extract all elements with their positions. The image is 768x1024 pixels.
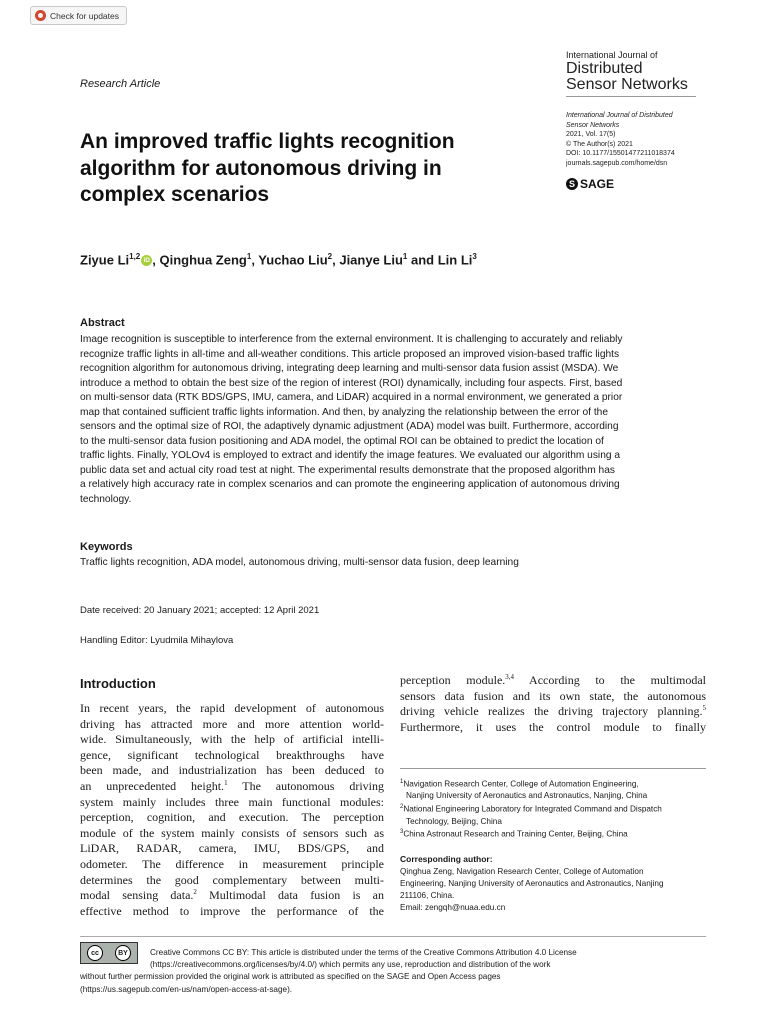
license-line: Creative Commons CC BY: This article is distributed under the terms of the Creative Commons Attribution 4.0 License [150, 948, 577, 957]
journal-name-line1: Distributed [566, 60, 643, 77]
journal-url[interactable]: journals.sagepub.com/home/dsn [566, 159, 668, 167]
article-type: Research Article [80, 78, 161, 90]
journal-intl-label: International Journal of [566, 50, 658, 60]
affil-text: Technology, Beijing, China [406, 816, 502, 826]
license-line: without further permission provided the original work is attributed as specified on the SAGE and Open Access pages [80, 972, 501, 982]
keywords-text: Traffic lights recognition, ADA model, autonomous driving, multi-sensor data fusion, deep learning [80, 557, 519, 568]
author-list [80, 252, 477, 267]
abstract-line: on multi-sensor data (RTK BDS/GPS, IMU, camera, and LiDAR) acquired in a normal environment, we generated a prior [80, 392, 623, 403]
body-line: effective method to improve the performance of the [80, 903, 384, 918]
corresponding-line: 211106, China. [400, 891, 455, 901]
article-doi[interactable]: DOI: 10.1177/15501477211018374 [566, 150, 675, 157]
body-line: Furthermore, it uses the control module to finally [400, 719, 706, 734]
license-line[interactable]: (https://us.sagepub.com/en-us/nam/open-access-at-sage). [80, 984, 293, 994]
abstract-line: to the multi-sensor data fusion positioning and ADA model, the optimal ROI can be obtained to predict the location of [80, 435, 604, 447]
check-for-updates-label: Check for updates [50, 10, 119, 21]
citation-ref[interactable]: 1 [224, 778, 228, 787]
article-dates: Date received: 20 January 2021; accepted: 12 April 2021 [80, 605, 320, 616]
affiliation [400, 802, 706, 815]
affiliation [400, 777, 706, 790]
abstract-line: map that contained sufficient traffic lights information. And then, by analyzing the relationship between the error of the [80, 406, 608, 418]
handling-editor: Handling Editor: Lyudmila Mihaylova [80, 635, 234, 646]
affil-text: Nanjing University of Aeronautics and Astronautics, Nanjing, China [406, 791, 648, 801]
author-affil-sup: 1,2 [129, 252, 141, 261]
body-text: The autonomous driving [227, 778, 384, 793]
author-name[interactable]: , Jianye Liu [332, 252, 403, 268]
license-text [80, 947, 706, 996]
affil-text: China Astronaut Research and Training Center, Beijing, China [403, 830, 628, 840]
body-line: system mainly includes three main functional modules: [80, 794, 384, 809]
body-line: In recent years, the rapid development of autonomous [80, 701, 384, 715]
introduction-heading: Introduction [80, 676, 156, 691]
article-title [80, 129, 550, 209]
sage-logo-text: SAGE [580, 177, 615, 191]
author-affil-sup: 2 [327, 252, 333, 261]
author-name[interactable]: and Lin Li [407, 252, 473, 268]
body-line [400, 704, 706, 720]
abstract-line: a relatively high accuracy rate in complex scenarios and can promote the engineering application of autonomous driving [80, 479, 620, 490]
sage-s-icon: S [566, 178, 578, 190]
corresponding-line: Engineering, Nanjing University of Aeronautics and Astronautics, Nanjing [400, 879, 664, 889]
journal-volume: 2021, Vol. 17(5) [566, 131, 616, 138]
body-line: determines the good complementary between multi- [80, 872, 384, 887]
author-affil-sup: 1 [246, 252, 252, 261]
intro-right-column [400, 673, 706, 735]
license-line: (https://creativecommons.org/licenses/by/4.0/) which permits any use, reproduction and distribution of the work [150, 960, 551, 970]
abstract-line: recognize traffic lights in all-time and all-weather conditions. This article proposed an improved vision-based traffic lights [80, 348, 620, 360]
author-affil-sup: 3 [472, 252, 477, 261]
corresponding-email[interactable]: Email: zengqh@nuaa.edu.cn [400, 903, 506, 913]
abstract-line: traffic lights. Finally, YOLOv4 is employed to extract and identify the image features. We evaluated our algorithm using a [80, 450, 621, 461]
citation-ref[interactable]: 3,4 [505, 673, 515, 681]
intro-left-column [80, 701, 384, 919]
abstract-line: technology. [80, 493, 132, 505]
body-line: odometer. The difference in measurement principle [80, 856, 384, 871]
body-text: an unprecedented height. [80, 778, 225, 793]
journal-meta-title2: Sensor Networks [566, 121, 620, 129]
author-affil-sup: 1 [402, 252, 408, 261]
license-divider [80, 936, 706, 937]
body-line [80, 888, 384, 904]
citation-ref[interactable]: 2 [193, 888, 197, 897]
body-text: Multimodal data fusion is an [196, 888, 384, 903]
body-line: wide. Simultaneously, with the help of artificial intelli- [80, 732, 384, 747]
body-text: driving vehicle realizes the driving trajectory planning. [400, 704, 703, 719]
journal-meta-title1: International Journal of Distributed [566, 112, 673, 119]
cc-icon: cc [87, 945, 103, 961]
journal-copyright: © The Author(s) 2021 [566, 140, 633, 148]
body-line: gence, significant technological breakthroughs have [80, 747, 384, 762]
sage-logo [566, 177, 614, 191]
affiliations-divider [400, 768, 706, 769]
corresponding-line: Qinghua Zeng, Navigation Research Center, College of Automation [400, 867, 644, 876]
body-line: been made, and industrialization has been deduced to [80, 763, 384, 778]
abstract-line: Image recognition is susceptible to interference from the external environment. It is challenging to accurately and reliably [80, 334, 623, 345]
by-icon: BY [115, 945, 131, 961]
abstract-line: sensors and the optimal size of ROI, the adaptively dynamic adjustment (ADA) model was built. Furthermore, according [80, 421, 619, 432]
affil-text: National Engineering Laboratory for Integrated Command and Dispatch [403, 804, 662, 814]
author-name[interactable]: , Yuchao Liu [251, 252, 328, 268]
journal-name-line2: Sensor Networks [566, 76, 688, 93]
author-name[interactable]: , Qinghua Zeng [152, 252, 247, 268]
abstract-body [80, 333, 706, 507]
abstract-line: recognition algorithm for autonomous driving, integrating deep learning and multi-sensor data fusion assist (MSDA). We [80, 363, 619, 374]
orcid-icon[interactable]: iD [141, 255, 152, 266]
citation-ref[interactable]: 5 [702, 704, 706, 713]
title-line: complex scenarios [80, 183, 270, 206]
body-text: perception module. [400, 673, 506, 687]
body-line: LiDAR, RADAR, camera, IMU, BDS/GPS, and [80, 841, 384, 856]
abstract-line: introduce a method to obtain the best size of the region of interest (ROI) dynamically, including four aspects. First, based [80, 377, 623, 389]
body-line: sensors data fusion and its own state, the autonomous [400, 688, 706, 703]
body-line [400, 673, 706, 689]
body-line: module of the system mainly consists of sensors such as [80, 825, 384, 840]
abstract-heading: Abstract [80, 317, 125, 329]
body-line [80, 779, 384, 795]
abstract-line: public data set and actual city road test at night. The experimental results demonstrate that the proposed algorithm has [80, 464, 615, 476]
affil-number: 1 [400, 779, 404, 785]
title-line: An improved traffic lights recognition [80, 130, 455, 153]
journal-divider [566, 96, 696, 97]
check-for-updates-button[interactable] [30, 6, 127, 25]
update-icon [35, 10, 46, 21]
affiliation [400, 827, 706, 840]
affiliations [400, 777, 706, 841]
author-name[interactable]: Ziyue Li [80, 252, 130, 268]
body-line: perception, cognition, and execution. The perception [80, 810, 384, 825]
affil-text: Navigation Research Center, College of Automation Engineering, [403, 779, 639, 789]
body-line: driving has attracted more and more attention world- [80, 716, 384, 731]
title-line: algorithm for autonomous driving in [80, 156, 442, 180]
affil-number: 3 [400, 829, 404, 836]
corresponding-heading: Corresponding author: [400, 854, 493, 864]
body-text: modal sensing data. [80, 888, 194, 903]
journal-meta [566, 111, 736, 168]
keywords-heading: Keywords [80, 541, 133, 553]
corresponding-author [400, 866, 706, 914]
body-text: According to the multimodal [514, 673, 706, 687]
affil-number: 2 [400, 804, 404, 811]
